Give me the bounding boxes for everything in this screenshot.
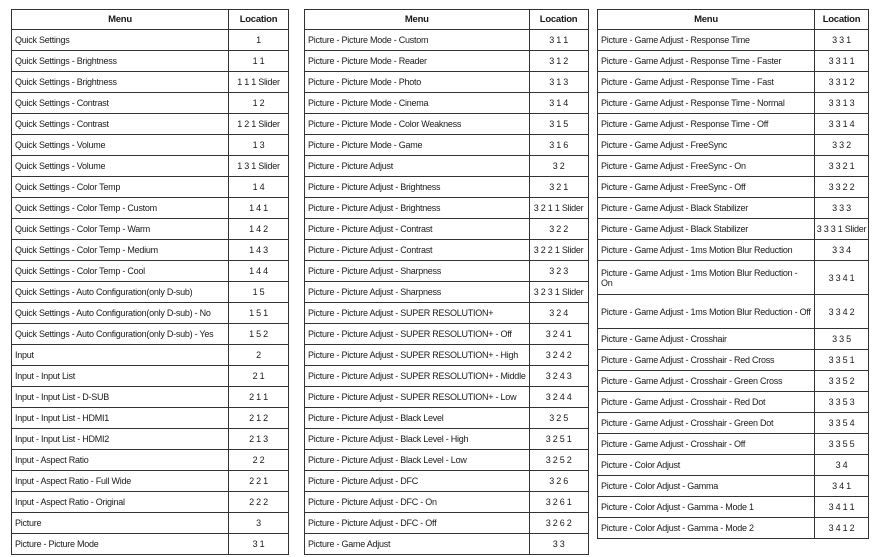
menu-path-cell: Picture - Game Adjust - Response Time - Faster	[598, 51, 815, 72]
menu-path-cell: Picture - Game Adjust - FreeSync	[598, 135, 815, 156]
table-header-row	[305, 10, 589, 30]
location-cell: 3 2 4 4	[529, 387, 588, 408]
menu-path-cell: Picture - Picture Mode	[12, 534, 229, 555]
table-row	[598, 518, 869, 539]
menu-path-cell: Picture - Game Adjust - Response Time - Normal	[598, 93, 815, 114]
table-row	[305, 303, 589, 324]
location-cell: 2 1 2	[229, 408, 289, 429]
table-row	[305, 156, 589, 177]
menu-path-cell: Picture - Game Adjust - Black Stabilizer	[598, 219, 815, 240]
menu-path-cell: Picture - Game Adjust - Crosshair - Green Dot	[598, 413, 815, 434]
menu-path-cell: Quick Settings	[12, 30, 229, 51]
menu-path-cell: Picture - Game Adjust - Crosshair	[598, 329, 815, 350]
table-row	[598, 497, 869, 518]
menu-path-cell: Picture - Game Adjust - Response Time	[598, 30, 815, 51]
location-cell: 3 2 5	[529, 408, 588, 429]
table-row	[305, 324, 589, 345]
table-row	[598, 135, 869, 156]
menu-path-cell: Picture - Color Adjust - Gamma - Mode 1	[598, 497, 815, 518]
location-cell: 3 3 5	[815, 329, 869, 350]
location-cell: 1 2 1 Slider	[229, 114, 289, 135]
table-row	[12, 156, 289, 177]
location-cell: 3 2 3	[529, 261, 588, 282]
location-cell: 2	[229, 345, 289, 366]
table-row	[12, 513, 289, 534]
menu-column-header: Menu	[12, 10, 229, 30]
table-row	[598, 72, 869, 93]
table-row	[598, 350, 869, 371]
menu-path-cell: Quick Settings - Brightness	[12, 72, 229, 93]
location-cell: 3 3 1 4	[815, 114, 869, 135]
location-cell: 1 2	[229, 93, 289, 114]
table-row	[305, 282, 589, 303]
location-column-header: Location	[815, 10, 869, 30]
menu-path-cell: Picture - Picture Adjust - DFC - On	[305, 492, 530, 513]
location-cell: 1 3	[229, 135, 289, 156]
location-cell: 2 1	[229, 366, 289, 387]
location-cell: 1 4	[229, 177, 289, 198]
location-cell: 3 3 5 2	[815, 371, 869, 392]
location-cell: 3	[229, 513, 289, 534]
menu-path-cell: Picture - Picture Adjust - Contrast	[305, 240, 530, 261]
table-row	[598, 392, 869, 413]
menu-path-cell: Input - Input List - HDMI1	[12, 408, 229, 429]
menu-path-cell: Input - Input List - HDMI2	[12, 429, 229, 450]
menu-path-cell: Picture - Picture Adjust - Black Level - Low	[305, 450, 530, 471]
location-cell: 3 2 3 1 Slider	[529, 282, 588, 303]
table-row	[305, 387, 589, 408]
location-cell: 3 3 5 3	[815, 392, 869, 413]
menu-column-header: Menu	[305, 10, 530, 30]
table-row	[305, 177, 589, 198]
menu-path-cell: Picture - Picture Mode - Color Weakness	[305, 114, 530, 135]
location-cell: 1	[229, 30, 289, 51]
table-row	[305, 513, 589, 534]
table-header-row	[12, 10, 289, 30]
table-row	[598, 93, 869, 114]
table-row	[598, 295, 869, 329]
table-row	[598, 114, 869, 135]
location-cell: 3 1 3	[529, 72, 588, 93]
table-row	[305, 366, 589, 387]
table-row	[598, 371, 869, 392]
table-row	[598, 329, 869, 350]
table-header-row	[598, 10, 869, 30]
menu-path-cell: Picture - Game Adjust - FreeSync - Off	[598, 177, 815, 198]
menu-path-cell: Input - Input List - D-SUB	[12, 387, 229, 408]
location-cell: 3 3 1 2	[815, 72, 869, 93]
table-row	[12, 240, 289, 261]
menu-path-cell: Input - Input List	[12, 366, 229, 387]
location-cell: 3 2 2	[529, 219, 588, 240]
table-row	[12, 303, 289, 324]
menu-location-table-2	[304, 9, 589, 555]
table-row	[305, 30, 589, 51]
menu-path-cell: Picture - Picture Adjust - Brightness	[305, 177, 530, 198]
table-row	[305, 429, 589, 450]
location-cell: 1 1	[229, 51, 289, 72]
menu-column-header: Menu	[598, 10, 815, 30]
menu-path-cell: Picture - Picture Adjust	[305, 156, 530, 177]
table-row	[12, 408, 289, 429]
table-row	[305, 135, 589, 156]
menu-path-cell: Picture - Color Adjust - Gamma - Mode 2	[598, 518, 815, 539]
table-row	[305, 408, 589, 429]
table-row	[12, 387, 289, 408]
location-cell: 3 3 5 5	[815, 434, 869, 455]
location-cell: 3 4 1 2	[815, 518, 869, 539]
location-cell: 1 5 1	[229, 303, 289, 324]
menu-path-cell: Quick Settings - Brightness	[12, 51, 229, 72]
menu-path-cell: Picture - Picture Mode - Game	[305, 135, 530, 156]
location-cell: 2 1 3	[229, 429, 289, 450]
location-cell: 3 3 2 1	[815, 156, 869, 177]
table-row	[305, 93, 589, 114]
location-cell: 3 1	[229, 534, 289, 555]
location-cell: 3 3	[529, 534, 588, 555]
location-cell: 3 3 1 1	[815, 51, 869, 72]
table-row	[598, 455, 869, 476]
location-cell: 3 2 6 2	[529, 513, 588, 534]
location-cell: 3 2 5 2	[529, 450, 588, 471]
table-row	[305, 240, 589, 261]
menu-path-cell: Picture - Picture Adjust - Brightness	[305, 198, 530, 219]
menu-path-cell: Quick Settings - Auto Configuration(only D-sub) - No	[12, 303, 229, 324]
table-row	[305, 72, 589, 93]
table-row	[305, 534, 589, 555]
table-row	[598, 240, 869, 261]
table-row	[12, 492, 289, 513]
menu-path-cell: Quick Settings - Auto Configuration(only D-sub) - Yes	[12, 324, 229, 345]
menu-path-cell: Picture - Game Adjust - Response Time - Fast	[598, 72, 815, 93]
menu-path-cell: Picture - Picture Adjust - Black Level - High	[305, 429, 530, 450]
table-row	[598, 177, 869, 198]
table-row	[12, 282, 289, 303]
table-row	[12, 324, 289, 345]
menu-path-cell: Picture - Picture Adjust - SUPER RESOLUTION+ - Off	[305, 324, 530, 345]
location-cell: 3 3 1	[815, 30, 869, 51]
menu-path-cell: Picture - Game Adjust - 1ms Motion Blur Reduction - Off	[598, 295, 815, 329]
location-cell: 3 2 6	[529, 471, 588, 492]
menu-path-cell: Quick Settings - Color Temp - Custom	[12, 198, 229, 219]
menu-path-cell: Picture	[12, 513, 229, 534]
table-row	[598, 434, 869, 455]
location-cell: 3 3 4	[815, 240, 869, 261]
table-row	[305, 450, 589, 471]
menu-path-cell: Picture - Color Adjust - Gamma	[598, 476, 815, 497]
location-cell: 3 1 1	[529, 30, 588, 51]
location-column-header: Location	[529, 10, 588, 30]
menu-path-cell: Picture - Picture Adjust - DFC - Off	[305, 513, 530, 534]
menu-location-table-1	[11, 9, 289, 555]
location-cell: 3 2 4	[529, 303, 588, 324]
location-cell: 3 2 5 1	[529, 429, 588, 450]
location-cell: 3 1 4	[529, 93, 588, 114]
menu-path-cell: Quick Settings - Contrast	[12, 114, 229, 135]
menu-path-cell: Quick Settings - Volume	[12, 156, 229, 177]
table-row	[12, 219, 289, 240]
menu-path-cell: Input - Aspect Ratio - Original	[12, 492, 229, 513]
location-cell: 2 2 2	[229, 492, 289, 513]
menu-path-cell: Picture - Picture Adjust - SUPER RESOLUTION+ - High	[305, 345, 530, 366]
menu-path-cell: Picture - Game Adjust - FreeSync - On	[598, 156, 815, 177]
table-row	[305, 198, 589, 219]
menu-path-cell: Picture - Picture Adjust - Sharpness	[305, 282, 530, 303]
table-row	[12, 177, 289, 198]
location-cell: 2 2 1	[229, 471, 289, 492]
menu-path-cell: Picture - Picture Adjust - DFC	[305, 471, 530, 492]
location-cell: 3 3 3	[815, 198, 869, 219]
menu-path-cell: Input - Aspect Ratio - Full Wide	[12, 471, 229, 492]
location-cell: 1 4 1	[229, 198, 289, 219]
table-row	[12, 345, 289, 366]
menu-path-cell: Quick Settings - Color Temp	[12, 177, 229, 198]
location-cell: 3 3 3 1 Slider	[815, 219, 869, 240]
table-row	[598, 219, 869, 240]
location-cell: 3 3 5 1	[815, 350, 869, 371]
table-row	[598, 261, 869, 295]
location-cell: 3 2 4 2	[529, 345, 588, 366]
location-cell: 1 4 2	[229, 219, 289, 240]
location-cell: 3 3 4 1	[815, 261, 869, 295]
table-row	[305, 471, 589, 492]
table-row	[12, 72, 289, 93]
location-cell: 3 1 5	[529, 114, 588, 135]
table-row	[12, 534, 289, 555]
location-cell: 3 3 2 2	[815, 177, 869, 198]
location-cell: 3 4 1	[815, 476, 869, 497]
location-cell: 3 2 6 1	[529, 492, 588, 513]
menu-path-cell: Input - Aspect Ratio	[12, 450, 229, 471]
table-row	[12, 135, 289, 156]
menu-path-cell: Picture - Picture Adjust - SUPER RESOLUTION+ - Low	[305, 387, 530, 408]
location-cell: 3 3 4 2	[815, 295, 869, 329]
menu-path-cell: Quick Settings - Color Temp - Cool	[12, 261, 229, 282]
menu-path-cell: Picture - Picture Adjust - Contrast	[305, 219, 530, 240]
location-cell: 2 2	[229, 450, 289, 471]
table-row	[598, 198, 869, 219]
table-row	[305, 51, 589, 72]
menu-path-cell: Picture - Game Adjust - Crosshair - Green Cross	[598, 371, 815, 392]
menu-path-cell: Picture - Picture Adjust - Black Level	[305, 408, 530, 429]
menu-path-cell: Picture - Game Adjust - Black Stabilizer	[598, 198, 815, 219]
menu-path-cell: Picture - Picture Mode - Cinema	[305, 93, 530, 114]
menu-path-cell: Picture - Picture Mode - Photo	[305, 72, 530, 93]
menu-path-cell: Quick Settings - Color Temp - Warm	[12, 219, 229, 240]
location-cell: 3 3 1 3	[815, 93, 869, 114]
menu-path-cell: Picture - Picture Adjust - SUPER RESOLUTION+ - Middle	[305, 366, 530, 387]
table-row	[12, 51, 289, 72]
menu-path-cell: Picture - Game Adjust - 1ms Motion Blur Reduction - On	[598, 261, 815, 295]
table-row	[305, 345, 589, 366]
menu-path-cell: Quick Settings - Auto Configuration(only D-sub)	[12, 282, 229, 303]
menu-path-cell: Picture - Game Adjust	[305, 534, 530, 555]
menu-path-cell: Quick Settings - Volume	[12, 135, 229, 156]
location-cell: 3 3 2	[815, 135, 869, 156]
table-row	[12, 261, 289, 282]
table-row	[12, 366, 289, 387]
table-row	[12, 450, 289, 471]
location-cell: 3 1 2	[529, 51, 588, 72]
location-cell: 3 3 5 4	[815, 413, 869, 434]
menu-path-cell: Quick Settings - Contrast	[12, 93, 229, 114]
location-cell: 3 2	[529, 156, 588, 177]
table-row	[305, 492, 589, 513]
location-cell: 3 2 1 1 Slider	[529, 198, 588, 219]
menu-path-cell: Picture - Game Adjust - Response Time - Off	[598, 114, 815, 135]
table-row	[598, 30, 869, 51]
location-cell: 3 2 4 3	[529, 366, 588, 387]
table-row	[305, 114, 589, 135]
location-cell: 3 2 2 1 Slider	[529, 240, 588, 261]
location-cell: 1 5	[229, 282, 289, 303]
menu-path-cell: Picture - Picture Adjust - Sharpness	[305, 261, 530, 282]
location-cell: 1 4 3	[229, 240, 289, 261]
table-row	[598, 476, 869, 497]
location-cell: 3 2 4 1	[529, 324, 588, 345]
menu-path-cell: Quick Settings - Color Temp - Medium	[12, 240, 229, 261]
location-cell: 3 2 1	[529, 177, 588, 198]
location-cell: 2 1 1	[229, 387, 289, 408]
table-row	[12, 30, 289, 51]
table-row	[12, 198, 289, 219]
menu-location-table-3	[597, 9, 869, 539]
location-cell: 1 5 2	[229, 324, 289, 345]
menu-path-cell: Picture - Picture Mode - Reader	[305, 51, 530, 72]
table-row	[12, 429, 289, 450]
menu-path-cell: Picture - Color Adjust	[598, 455, 815, 476]
menu-path-cell: Picture - Game Adjust - Crosshair - Red Cross	[598, 350, 815, 371]
table-row	[305, 219, 589, 240]
menu-path-cell: Picture - Picture Mode - Custom	[305, 30, 530, 51]
location-cell: 1 1 1 Slider	[229, 72, 289, 93]
menu-path-cell: Input	[12, 345, 229, 366]
menu-path-cell: Picture - Picture Adjust - SUPER RESOLUTION+	[305, 303, 530, 324]
menu-path-cell: Picture - Game Adjust - Crosshair - Red Dot	[598, 392, 815, 413]
table-row	[12, 114, 289, 135]
table-row	[598, 156, 869, 177]
location-cell: 1 4 4	[229, 261, 289, 282]
location-cell: 3 4 1 1	[815, 497, 869, 518]
table-row	[12, 471, 289, 492]
table-row	[598, 413, 869, 434]
table-row	[305, 261, 589, 282]
location-column-header: Location	[229, 10, 289, 30]
menu-path-cell: Picture - Game Adjust - 1ms Motion Blur Reduction	[598, 240, 815, 261]
location-cell: 1 3 1 Slider	[229, 156, 289, 177]
table-row	[598, 51, 869, 72]
location-cell: 3 1 6	[529, 135, 588, 156]
table-row	[12, 93, 289, 114]
menu-path-cell: Picture - Game Adjust - Crosshair - Off	[598, 434, 815, 455]
location-cell: 3 4	[815, 455, 869, 476]
